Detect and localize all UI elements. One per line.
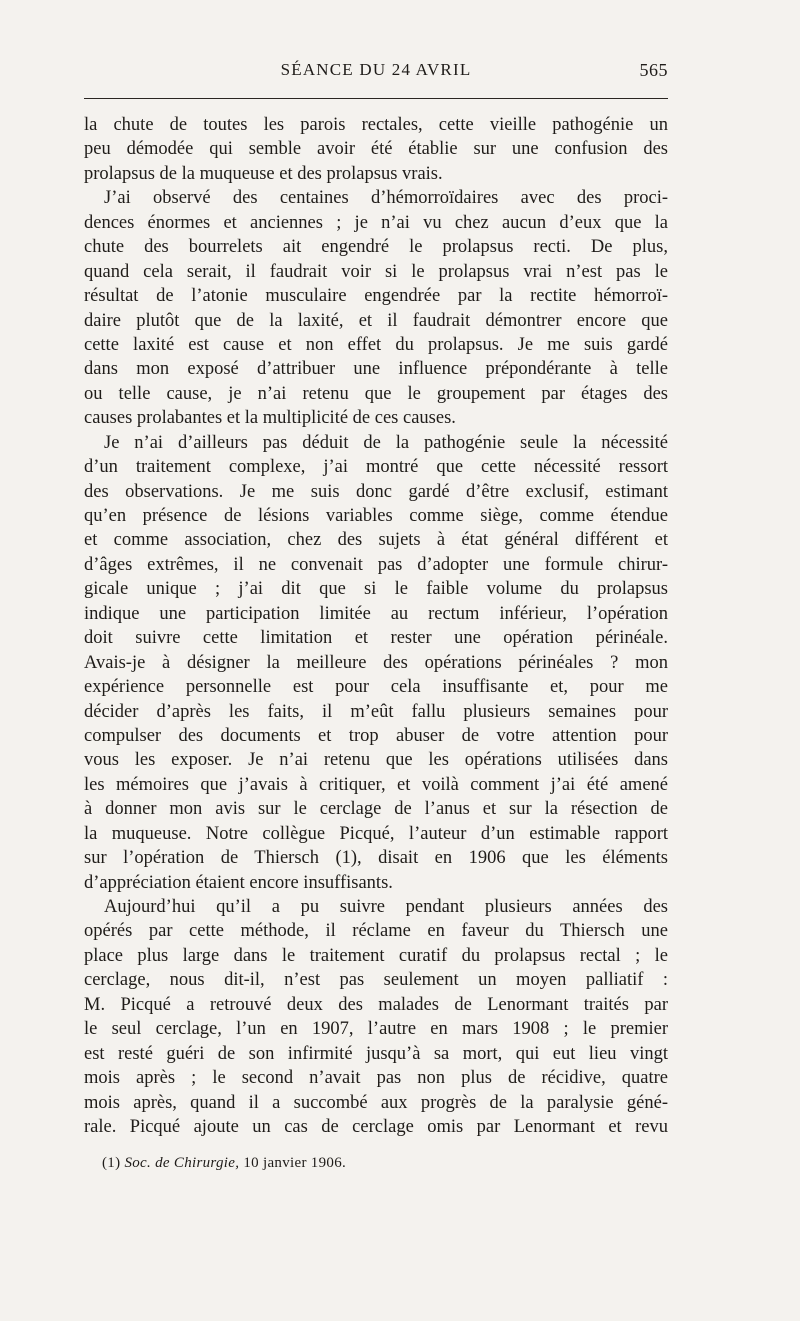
text-line: à donner mon avis sur le cerclage de l’anus et sur la résection de bbox=[84, 799, 668, 820]
text-line: décider d’après les faits, il m’eût fallu plusieurs semaines pour bbox=[84, 701, 668, 722]
text-line: d’appréciation étaient encore insuffisants. bbox=[84, 872, 393, 893]
text-line: place plus large dans le traitement curatif du prolapsus rectal ; le bbox=[84, 945, 668, 966]
text-line: gicale unique ; j’ai dit que si le faible volume du prolapsus bbox=[84, 579, 668, 600]
text-line: est resté guéri de son infirmité jusqu’à sa mort, qui eut lieu vingt bbox=[84, 1043, 668, 1064]
text-line: J’ai observé des centaines d’hémorroïdaires avec des proci- bbox=[104, 188, 668, 209]
text-line: cerclage, nous dit-il, n’est pas seulement un moyen palliatif : bbox=[84, 970, 668, 991]
footnote-date: 10 janvier 1906. bbox=[243, 1155, 347, 1171]
text-line: le seul cerclage, l’un en 1907, l’autre en mars 1908 ; le premier bbox=[84, 1019, 668, 1040]
text-line: mois après ; le second n’avait pas non plus de récidive, quatre bbox=[84, 1068, 668, 1089]
text-line: opérés par cette méthode, il réclame en faveur du Thiersch une bbox=[84, 921, 668, 942]
text-line: Avais-je à désigner la meilleure des opérations périnéales ? mon bbox=[84, 652, 668, 673]
text-line: M. Picqué a retrouvé deux des malades de Lenormant traités par bbox=[84, 994, 668, 1015]
text-line: rale. Picqué ajoute un cas de cerclage omis par Lenormant et revu bbox=[84, 1116, 668, 1137]
text-line: compulser des documents et trop abuser de votre attention pour bbox=[84, 725, 668, 746]
text-line: et comme association, chez des sujets à état général différent et bbox=[84, 530, 668, 551]
text-line: la chute de toutes les parois rectales, cette vieille pathogénie un bbox=[84, 115, 668, 135]
text-line: sur l’opération de Thiersch (1), disait en 1906 que les éléments bbox=[84, 848, 668, 869]
footnote-marker: (1) bbox=[102, 1155, 121, 1171]
text-line: vous les exposer. Je n’ai retenu que les opérations utilisées dans bbox=[84, 750, 668, 771]
text-line: d’âges extrêmes, il ne convenait pas d’adopter une formule chirur- bbox=[84, 554, 668, 575]
text-line: ou telle cause, je n’ai retenu que le groupement par étages des bbox=[84, 383, 668, 404]
text-line: d’un traitement complexe, j’ai montré que cette nécessité ressort bbox=[84, 457, 668, 478]
text-line: peu démodée qui semble avoir été établie sur une confusion des bbox=[84, 139, 668, 160]
footnote-source: Soc. de Chirurgie, bbox=[124, 1155, 240, 1171]
text-line: Aujourd’hui qu’il a pu suivre pendant plusieurs années des bbox=[104, 897, 668, 917]
header-rule bbox=[84, 98, 668, 99]
text-line: causes prolabantes et la multiplicité de ces causes. bbox=[84, 408, 456, 429]
text-line: qu’en présence de lésions variables comme siège, comme étendue bbox=[84, 506, 668, 526]
page-number: 565 bbox=[639, 60, 668, 80]
body-text bbox=[84, 113, 668, 1139]
text-line: dans mon exposé d’attribuer une influence prépondérante à telle bbox=[84, 359, 668, 380]
running-head bbox=[84, 58, 668, 84]
text-line: chute des bourrelets ait engendré le prolapsus recti. De plus, bbox=[84, 237, 668, 258]
text-line: les mémoires que j’avais à critiquer, et voilà comment j’ai été amené bbox=[84, 774, 668, 795]
text-line: daire plutôt que de la laxité, et il faudrait démontrer encore que bbox=[84, 310, 668, 331]
text-line: doit suivre cette limitation et rester une opération périnéale. bbox=[84, 628, 668, 649]
text-line: Je n’ai d’ailleurs pas déduit de la pathogénie seule la nécessité bbox=[104, 432, 668, 453]
text-line: mois après, quand il a succombé aux progrès de la paralysie géné- bbox=[84, 1092, 668, 1113]
text-line: la muqueuse. Notre collègue Picqué, l’auteur d’un estimable rapport bbox=[84, 823, 668, 844]
text-line: cette laxité est cause et non effet du prolapsus. Je me suis gardé bbox=[84, 334, 668, 355]
text-line: quand cela serait, il faudrait voir si le prolapsus vrai n’est pas le bbox=[84, 261, 668, 282]
text-line: résultat de l’atonie musculaire engendrée par la rectite hémorroï- bbox=[84, 286, 668, 307]
text-line: expérience personnelle est pour cela insuffisante et, pour me bbox=[84, 677, 668, 698]
running-head-title: SÉANCE DU 24 AVRIL bbox=[280, 60, 472, 79]
text-line: des observations. Je me suis donc gardé d’être exclusif, estimant bbox=[84, 481, 668, 502]
text-line: prolapsus de la muqueuse et des prolapsus vrais. bbox=[84, 163, 443, 184]
text-line: indique une participation limitée au rectum inférieur, l’opération bbox=[84, 603, 668, 624]
text-line: dences énormes et anciennes ; je n’ai vu chez aucun d’eux que la bbox=[84, 212, 668, 233]
footnote bbox=[102, 1155, 346, 1172]
